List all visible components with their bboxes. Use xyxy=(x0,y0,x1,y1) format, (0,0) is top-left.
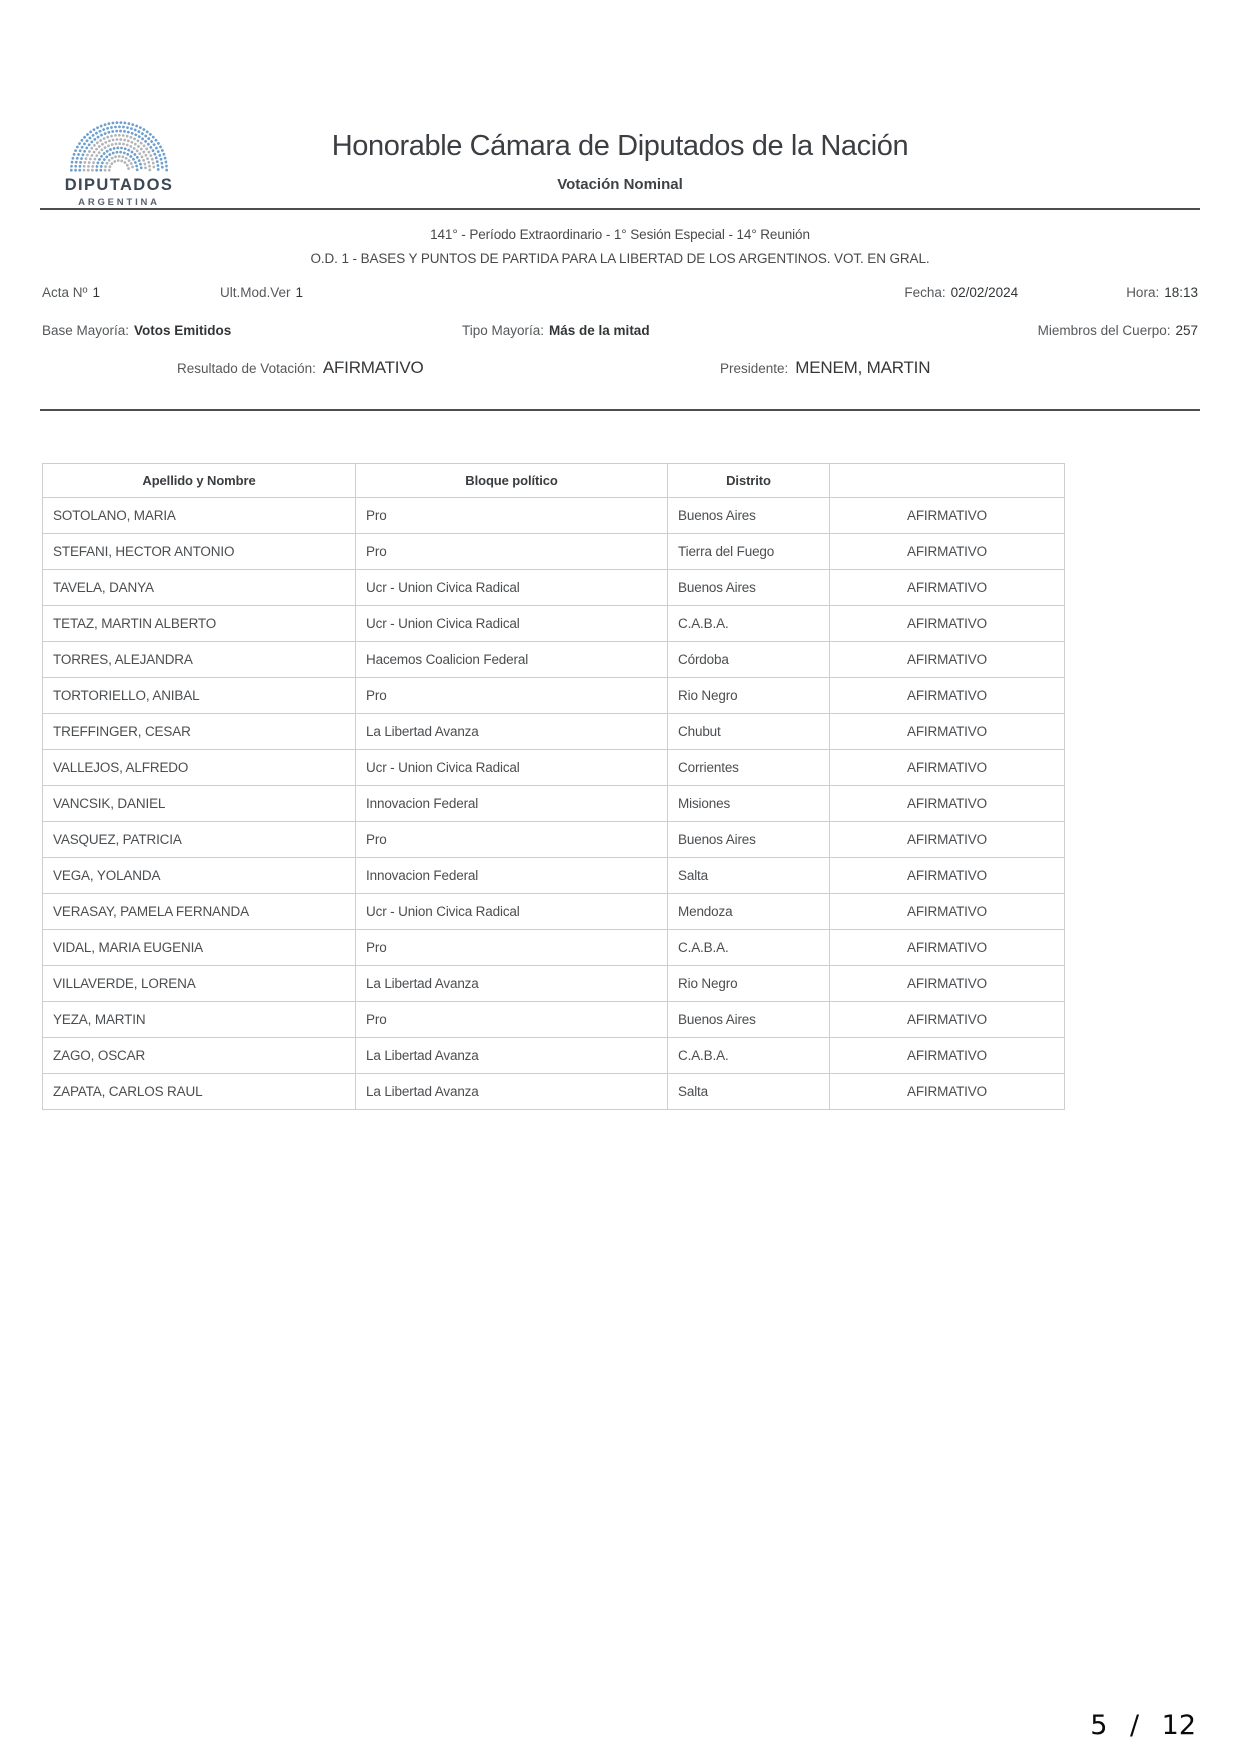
district: Buenos Aires xyxy=(668,570,830,606)
vote: AFIRMATIVO xyxy=(830,570,1065,606)
order-of-day-line: O.D. 1 - BASES Y PUNTOS DE PARTIDA PARA LA LIBERTAD DE LOS ARGENTINOS. VOT. EN GRAL. xyxy=(310,251,930,267)
page-subtitle: Votación Nominal xyxy=(557,176,683,194)
deputy-name: VERASAY, PAMELA FERNANDA xyxy=(43,894,356,930)
ultmod-field xyxy=(220,285,904,300)
divider-bottom xyxy=(40,409,1200,411)
fecha-label: Fecha: xyxy=(904,285,946,301)
fecha-value: 02/02/2024 xyxy=(950,285,1019,301)
table-row xyxy=(43,786,1065,822)
political-bloc: Pro xyxy=(356,498,668,534)
vote: AFIRMATIVO xyxy=(830,750,1065,786)
deputy-name: VANCSIK, DANIEL xyxy=(43,786,356,822)
political-bloc: La Libertad Avanza xyxy=(356,966,668,1002)
deputy-name: ZAPATA, CARLOS RAUL xyxy=(43,1074,356,1110)
header-bloque: Bloque político xyxy=(356,464,668,498)
table-row xyxy=(43,966,1065,1002)
deputy-name: VILLAVERDE, LORENA xyxy=(43,966,356,1002)
header-voto xyxy=(830,464,1065,498)
header-apellido: Apellido y Nombre xyxy=(43,464,356,498)
political-bloc: La Libertad Avanza xyxy=(356,714,668,750)
district: Rio Negro xyxy=(668,966,830,1002)
political-bloc: Pro xyxy=(356,678,668,714)
acta-field xyxy=(42,285,220,300)
ultmod-label: Ult.Mod.Ver xyxy=(220,285,291,301)
hora-label: Hora: xyxy=(1126,285,1160,301)
political-bloc: La Libertad Avanza xyxy=(356,1038,668,1074)
district: Tierra del Fuego xyxy=(668,534,830,570)
session-line: 141° - Período Extraordinario - 1° Sesión Especial - 14° Reunión xyxy=(430,227,810,243)
fecha-field xyxy=(904,285,1018,300)
vote: AFIRMATIVO xyxy=(830,498,1065,534)
vote: AFIRMATIVO xyxy=(830,714,1065,750)
resultado-field xyxy=(177,358,424,378)
table-row xyxy=(43,1074,1065,1110)
district: C.A.B.A. xyxy=(668,1038,830,1074)
table-row xyxy=(43,498,1065,534)
divider-top xyxy=(40,208,1200,210)
vote: AFIRMATIVO xyxy=(830,606,1065,642)
table-row xyxy=(43,678,1065,714)
district: Chubut xyxy=(668,714,830,750)
political-bloc: Pro xyxy=(356,822,668,858)
header-distrito: Distrito xyxy=(668,464,830,498)
resultado-label: Resultado de Votación: xyxy=(177,361,316,377)
district: C.A.B.A. xyxy=(668,606,830,642)
deputy-name: TREFFINGER, CESAR xyxy=(43,714,356,750)
district: Buenos Aires xyxy=(668,498,830,534)
tipo-mayoria-label: Tipo Mayoría: xyxy=(462,323,545,339)
table-row xyxy=(43,858,1065,894)
political-bloc: Ucr - Union Civica Radical xyxy=(356,750,668,786)
base-mayoria-label: Base Mayoría: xyxy=(42,323,130,339)
deputy-name: STEFANI, HECTOR ANTONIO xyxy=(43,534,356,570)
district: Salta xyxy=(668,858,830,894)
meta-row-1 xyxy=(42,285,1198,300)
results-table xyxy=(42,463,1065,1110)
acta-value: 1 xyxy=(92,285,100,301)
title-block xyxy=(0,130,1240,193)
deputy-name: TORTORIELLO, ANIBAL xyxy=(43,678,356,714)
district: Mendoza xyxy=(668,894,830,930)
presidente-value: MENEM, MARTIN xyxy=(795,358,931,378)
hora-field xyxy=(1126,285,1198,300)
table-row xyxy=(43,930,1065,966)
miembros-value: 257 xyxy=(1175,323,1198,339)
table-row xyxy=(43,1038,1065,1074)
vote: AFIRMATIVO xyxy=(830,642,1065,678)
document-header xyxy=(0,0,1240,208)
session-info xyxy=(0,227,1240,266)
vote: AFIRMATIVO xyxy=(830,966,1065,1002)
district: Buenos Aires xyxy=(668,1002,830,1038)
results-table-head xyxy=(43,464,1065,498)
district: Salta xyxy=(668,1074,830,1110)
vote: AFIRMATIVO xyxy=(830,1038,1065,1074)
political-bloc: Innovacion Federal xyxy=(356,858,668,894)
page-number: 5 / 12 xyxy=(1090,1710,1196,1741)
district: C.A.B.A. xyxy=(668,930,830,966)
district: Buenos Aires xyxy=(668,822,830,858)
tipo-mayoria-field xyxy=(462,323,1038,338)
deputy-name: VALLEJOS, ALFREDO xyxy=(43,750,356,786)
political-bloc: Pro xyxy=(356,534,668,570)
political-bloc: Ucr - Union Civica Radical xyxy=(356,606,668,642)
deputy-name: VEGA, YOLANDA xyxy=(43,858,356,894)
logo-subtitle: ARGENTINA xyxy=(78,197,160,208)
political-bloc: Ucr - Union Civica Radical xyxy=(356,894,668,930)
table-row xyxy=(43,1002,1065,1038)
district: Córdoba xyxy=(668,642,830,678)
presidente-label: Presidente: xyxy=(720,361,789,377)
vote: AFIRMATIVO xyxy=(830,858,1065,894)
deputy-name: YEZA, MARTIN xyxy=(43,1002,356,1038)
table-row xyxy=(43,642,1065,678)
vote: AFIRMATIVO xyxy=(830,1074,1065,1110)
deputy-name: TORRES, ALEJANDRA xyxy=(43,642,356,678)
vote: AFIRMATIVO xyxy=(830,822,1065,858)
district: Rio Negro xyxy=(668,678,830,714)
table-row xyxy=(43,570,1065,606)
results-table-body xyxy=(43,498,1065,1110)
logo-arc xyxy=(109,161,128,171)
political-bloc: Pro xyxy=(356,1002,668,1038)
deputy-name: VASQUEZ, PATRICIA xyxy=(43,822,356,858)
deputy-name: SOTOLANO, MARIA xyxy=(43,498,356,534)
deputy-name: VIDAL, MARIA EUGENIA xyxy=(43,930,356,966)
vote: AFIRMATIVO xyxy=(830,930,1065,966)
political-bloc: La Libertad Avanza xyxy=(356,1074,668,1110)
political-bloc: Innovacion Federal xyxy=(356,786,668,822)
page-title: Honorable Cámara de Diputados de la Nación xyxy=(331,130,909,162)
deputy-name: TAVELA, DANYA xyxy=(43,570,356,606)
ultmod-value: 1 xyxy=(295,285,304,301)
vote: AFIRMATIVO xyxy=(830,894,1065,930)
meta-row-3 xyxy=(42,348,1198,396)
table-row xyxy=(43,822,1065,858)
political-bloc: Hacemos Coalicion Federal xyxy=(356,642,668,678)
vote-metadata xyxy=(0,285,1240,396)
district: Misiones xyxy=(668,786,830,822)
resultado-value: AFIRMATIVO xyxy=(322,358,424,378)
table-row xyxy=(43,894,1065,930)
deputy-name: ZAGO, OSCAR xyxy=(43,1038,356,1074)
district: Corrientes xyxy=(668,750,830,786)
presidente-field xyxy=(720,358,930,378)
miembros-label: Miembros del Cuerpo: xyxy=(1037,323,1171,339)
table-row xyxy=(43,606,1065,642)
deputy-name: TETAZ, MARTIN ALBERTO xyxy=(43,606,356,642)
base-mayoria-value: Votos Emitidos xyxy=(134,323,232,339)
vote: AFIRMATIVO xyxy=(830,678,1065,714)
vote: AFIRMATIVO xyxy=(830,1002,1065,1038)
table-row xyxy=(43,750,1065,786)
header-row xyxy=(43,464,1065,498)
political-bloc: Ucr - Union Civica Radical xyxy=(356,570,668,606)
political-bloc: Pro xyxy=(356,930,668,966)
tipo-mayoria-value: Más de la mitad xyxy=(549,323,650,339)
hemicycle-icon xyxy=(64,118,174,173)
meta-row-2 xyxy=(42,323,1198,338)
hora-value: 18:13 xyxy=(1164,285,1198,301)
vote: AFIRMATIVO xyxy=(830,534,1065,570)
table-row xyxy=(43,534,1065,570)
vote: AFIRMATIVO xyxy=(830,786,1065,822)
logo-title: DIPUTADOS xyxy=(64,176,174,194)
table-row xyxy=(43,714,1065,750)
base-mayoria-field xyxy=(42,323,462,338)
acta-label: Acta Nº xyxy=(42,285,88,301)
miembros-field xyxy=(1038,323,1198,338)
diputados-logo xyxy=(58,118,180,208)
